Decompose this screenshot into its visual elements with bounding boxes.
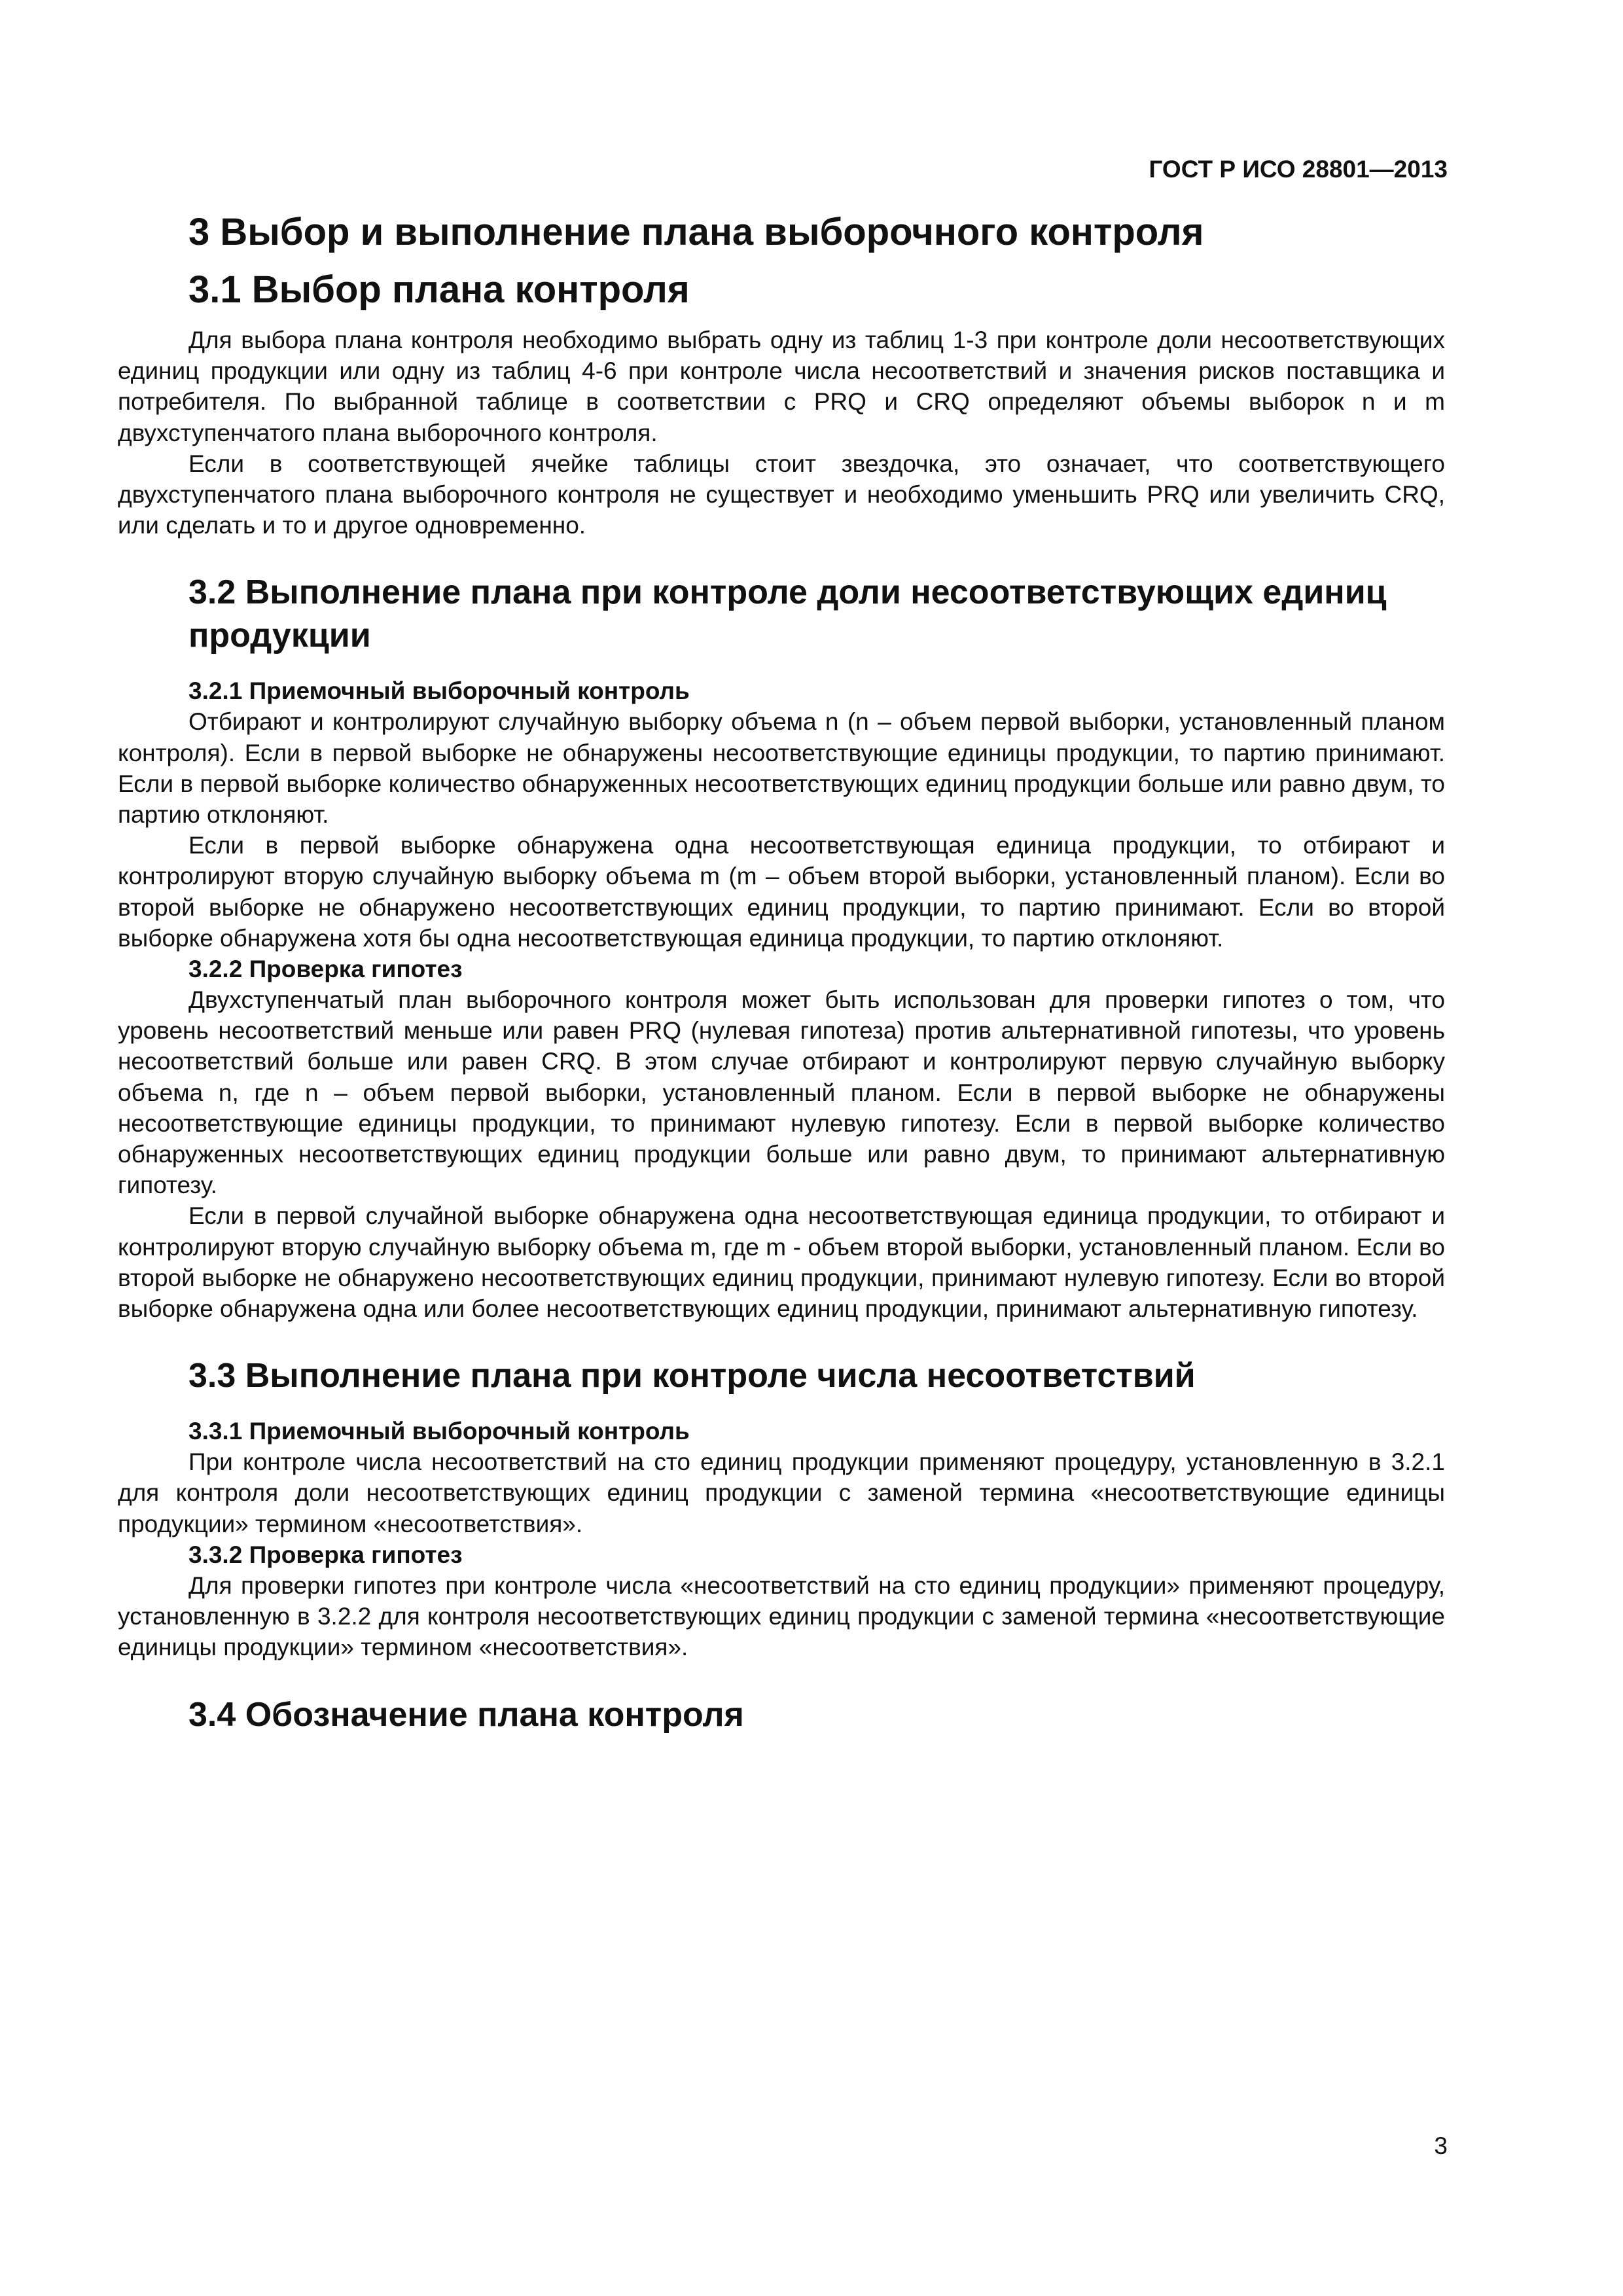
section-3-2-1-paragraph-2: Если в первой выборке обнаружена одна несоответствующая единица продукции, то отбирают и контролируют вторую случайную выборку объема m (m – объем второй выборки, установленный планом). Если во второй выборке не обнаружено несоответствующих единиц продукции, то партию принимают. Если во второй выборке обнаружена хотя бы одна несоответствующая единица продукции, то партию отклоняют. <box>118 832 1445 952</box>
page-number: 3 <box>1434 2132 1448 2159</box>
section-3-1-title: 3.1 Выбор плана контроля <box>188 268 690 311</box>
section-3-3-title: 3.3 Выполнение плана при контроле числа несоответствий <box>188 1357 1196 1395</box>
section-3-2-2-title: 3.2.2 Проверка гипотез <box>188 956 463 983</box>
section-3-2-title: 3.2 Выполнение плана при контроле доли несоответствующих единиц продукции <box>188 573 1387 655</box>
section-3-1-paragraph-1: Для выбора плана контроля необходимо выбрать одну из таблиц 1-3 при контроле доли несоответствующих единиц продукции или одну из таблиц 4-6 при контроле числа несоответствий и значения рисков поставщика и потребителя. По выбранной таблице в соответствии с PRQ и CRQ определяют объемы выборок n и m двухступенчатого плана выборочного контроля. <box>118 327 1445 446</box>
page-content <box>118 209 1445 1736</box>
section-3-3-1-paragraph-1: При контроле числа несоответствий на сто единиц продукции применяют процедуру, установленную в 3.2.1 для контроля доли несоответствующих единиц продукции с заменой термина «несоответствующие единицы продукции» термином «несоответствия». <box>118 1448 1445 1537</box>
section-3-3-2-title: 3.3.2 Проверка гипотез <box>188 1541 463 1568</box>
section-3-2-2-paragraph-2: Если в первой случайной выборке обнаружена одна несоответствующая единица продукции, то отбирают и контролируют вторую случайную выборку объема m, где m - объем второй выборки, установленный планом. Если во второй выборке не обнаружено несоответствующих единиц продукции, принимают нулевую гипотезу. Если во второй выборке обнаружена одна или более несоответствующих единиц продукции, принимают альтернативную гипотезу. <box>118 1202 1445 1323</box>
document-id: ГОСТ Р ИСО 28801—2013 <box>1149 156 1448 183</box>
section-3-4-title: 3.4 Обозначение плана контроля <box>188 1695 744 1734</box>
section-3-3-2-paragraph-1: Для проверки гипотез при контроле числа «несоответствий на сто единиц продукции» применяют процедуру, установленную в 3.2.2 для контроля несоответствующих единиц продукции с заменой термина «несоответствующие единицы продукции» термином «несоответствия». <box>118 1571 1445 1661</box>
section-3-1-paragraph-2: Если в соответствующей ячейке таблицы стоит звездочка, это означает, что соответствующего двухступенчатого плана выборочного контроля не существует и необходимо уменьшить PRQ или увеличить CRQ, или сделать и то и другое одновременно. <box>118 450 1445 539</box>
section-3-2-1-title: 3.2.1 Приемочный выборочный контроль <box>188 677 690 705</box>
section-3-title: 3 Выбор и выполнение плана выборочного контроля <box>188 211 1204 253</box>
section-3-3-1-title: 3.3.1 Приемочный выборочный контроль <box>188 1418 690 1445</box>
section-3-2-2-paragraph-1: Двухступенчатый план выборочного контроля может быть использован для проверки гипотез о том, что уровень несоответствий меньше или равен PRQ (нулевая гипотеза) против альтернативной гипотезы, что уровень несоответствий больше или равен CRQ. В этом случае отбирают и контролируют первую случайную выборку объема n, где n – объем первой выборки, установленный планом. Если в первой выборке не обнаружены несоответствующие единицы продукции, то принимают нулевую гипотезу. Если в первой выборке количество обнаруженных несоответствующих единиц продукции больше или равно двум, то принимают альтернативную гипотезу. <box>118 986 1445 1199</box>
section-3-2-1-paragraph-1: Отбирают и контролируют случайную выборку объема n (n – объем первой выборки, установленный планом контроля). Если в первой выборке не обнаружены несоответствующие единицы продукции, то партию принимают. Если в первой выборке количество обнаруженных несоответствующих единиц продукции больше или равно двум, то партию отклоняют. <box>118 708 1445 829</box>
